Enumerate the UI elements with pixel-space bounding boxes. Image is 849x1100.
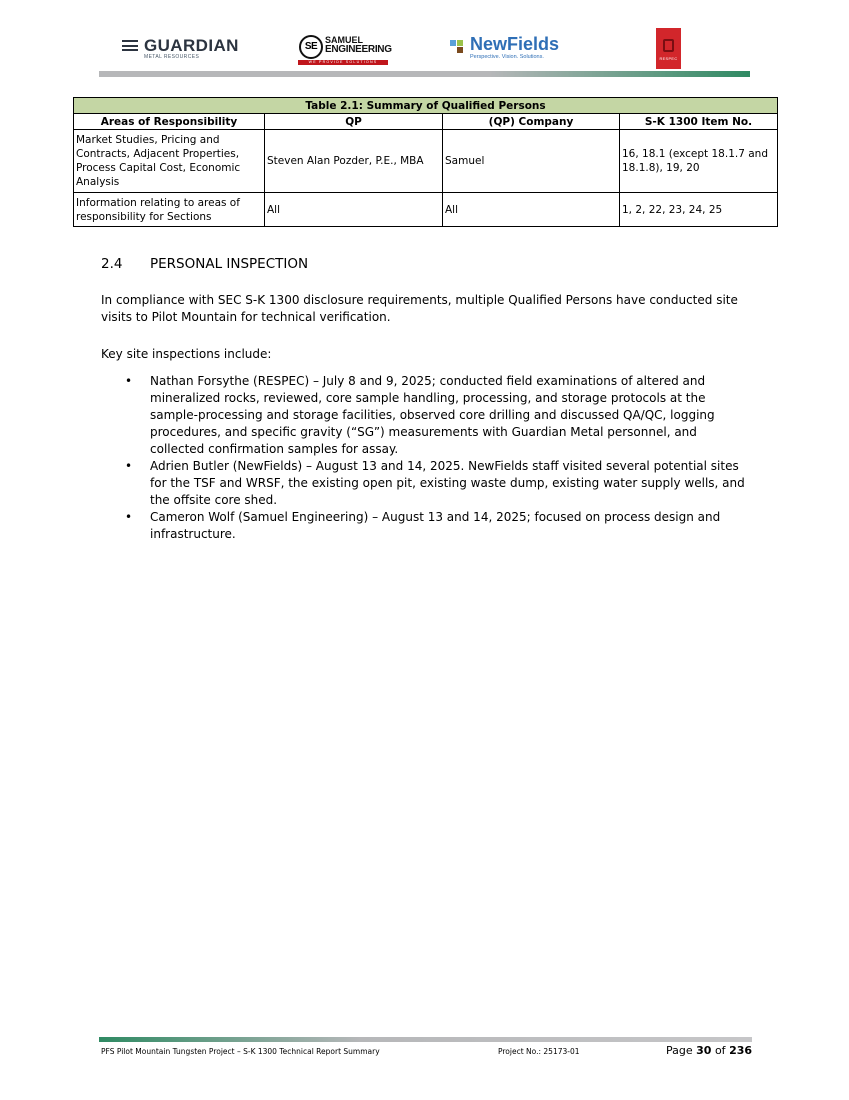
newfields-square-icon: [457, 40, 463, 46]
column-header: Areas of Responsibility: [74, 114, 265, 130]
bullet-icon: •: [125, 459, 133, 473]
newfields-logo: [448, 36, 578, 64]
newfields-square-icon: [450, 40, 456, 46]
list-item: [101, 458, 751, 509]
page-header: [0, 0, 849, 80]
page-total: 236: [729, 1044, 753, 1057]
samuel-logo-line2: ENGINEERING: [325, 44, 392, 55]
samuel-logo-line1: SAMUEL: [325, 35, 363, 45]
list-item-text: Adrien Butler (NewFields) – August 13 and 14, 2025. NewFields staff visited several potential sites for the TSF and WRSF, the existing open pit, existing waste dump, existing water supply wells, and the offsite core shed.: [150, 459, 745, 507]
table-cell-items: 16, 18.1 (except 18.1.7 and 18.1.8), 19, 20: [620, 130, 778, 193]
column-header: (QP) Company: [443, 114, 620, 130]
paragraph: In compliance with SEC S-K 1300 disclosure requirements, multiple Qualified Persons have conducted site visits to Pilot Mountain for technical verification.: [101, 293, 738, 324]
section-heading: [101, 256, 308, 273]
table-title: Table 2.1: Summary of Qualified Persons: [74, 98, 778, 114]
footer-report-title: PFS Pilot Mountain Tungsten Project – S-K 1300 Technical Report Summary: [101, 1047, 380, 1056]
list-item-text: Cameron Wolf (Samuel Engineering) – August 13 and 14, 2025; focused on process design and infrastructure.: [150, 510, 721, 541]
list-item: [101, 373, 751, 458]
guardian-logo-name: GUARDIAN: [144, 36, 239, 55]
footer-page-number: [666, 1044, 752, 1058]
section-title: PERSONAL INSPECTION: [150, 256, 309, 272]
section-number: 2.4: [101, 256, 123, 272]
newfields-square-icon: [457, 47, 463, 53]
column-header: S-K 1300 Item No.: [620, 114, 778, 130]
respec-logo: [656, 28, 681, 69]
table-header-row: [74, 114, 778, 130]
guardian-bars-icon: [122, 40, 138, 51]
list-item: [101, 509, 751, 543]
page-current: 30: [696, 1044, 712, 1057]
page-word: Page: [666, 1044, 693, 1057]
newfields-logo-name: NewFields: [470, 34, 560, 54]
bullet-icon: •: [125, 374, 133, 388]
table-row: [74, 130, 778, 193]
header-rule: [99, 71, 750, 77]
samuel-engineering-logo: [298, 34, 390, 66]
newfields-logo-tagline: Perspective. Vision. Solutions.: [470, 54, 544, 60]
guardian-logo-sub: METAL RESOURCES: [144, 54, 200, 60]
table-cell-items: 1, 2, 22, 23, 24, 25: [620, 193, 778, 227]
table-cell-company: Samuel: [443, 130, 620, 193]
table-cell-area: Market Studies, Pricing and Contracts, Adjacent Properties, Process Capital Cost, Economic Analysis: [74, 130, 265, 193]
samuel-logo-tagline: WE PROVIDE SOLUTIONS: [298, 60, 388, 65]
qualified-persons-table: [73, 97, 778, 227]
footer-rule: [99, 1037, 752, 1042]
bullet-icon: •: [125, 510, 133, 524]
table-cell-qp: All: [265, 193, 443, 227]
list-item-text: Nathan Forsythe (RESPEC) – July 8 and 9, 2025; conducted field examinations of altered and mineralized rocks, reviewed, core sample handling, processing, and storage protocols at the sample-processing and storage facilities, observed core drilling and discussed QA/QC, logging procedures, and specific gravity (“SG”) measurements with Guardian Metal personnel, and collected confirmation samples for assay.: [150, 374, 715, 456]
samuel-se-mark: SE: [299, 35, 323, 59]
table-cell-qp: Steven Alan Pozder, P.E., MBA: [265, 130, 443, 193]
table-row: [74, 193, 778, 227]
table-cell-area: Information relating to areas of responsibility for Sections: [74, 193, 265, 227]
respec-logo-name: RESPEC: [659, 57, 678, 61]
page-of-word: of: [714, 1044, 726, 1057]
paragraph: Key site inspections include:: [101, 347, 272, 361]
inspection-list: [101, 373, 751, 543]
guardian-logo: [120, 37, 250, 65]
table-title-row: [74, 98, 778, 114]
respec-mark-icon: [663, 39, 674, 52]
table-cell-company: All: [443, 193, 620, 227]
column-header: QP: [265, 114, 443, 130]
footer-project-number: Project No.: 25173-01: [498, 1047, 580, 1056]
